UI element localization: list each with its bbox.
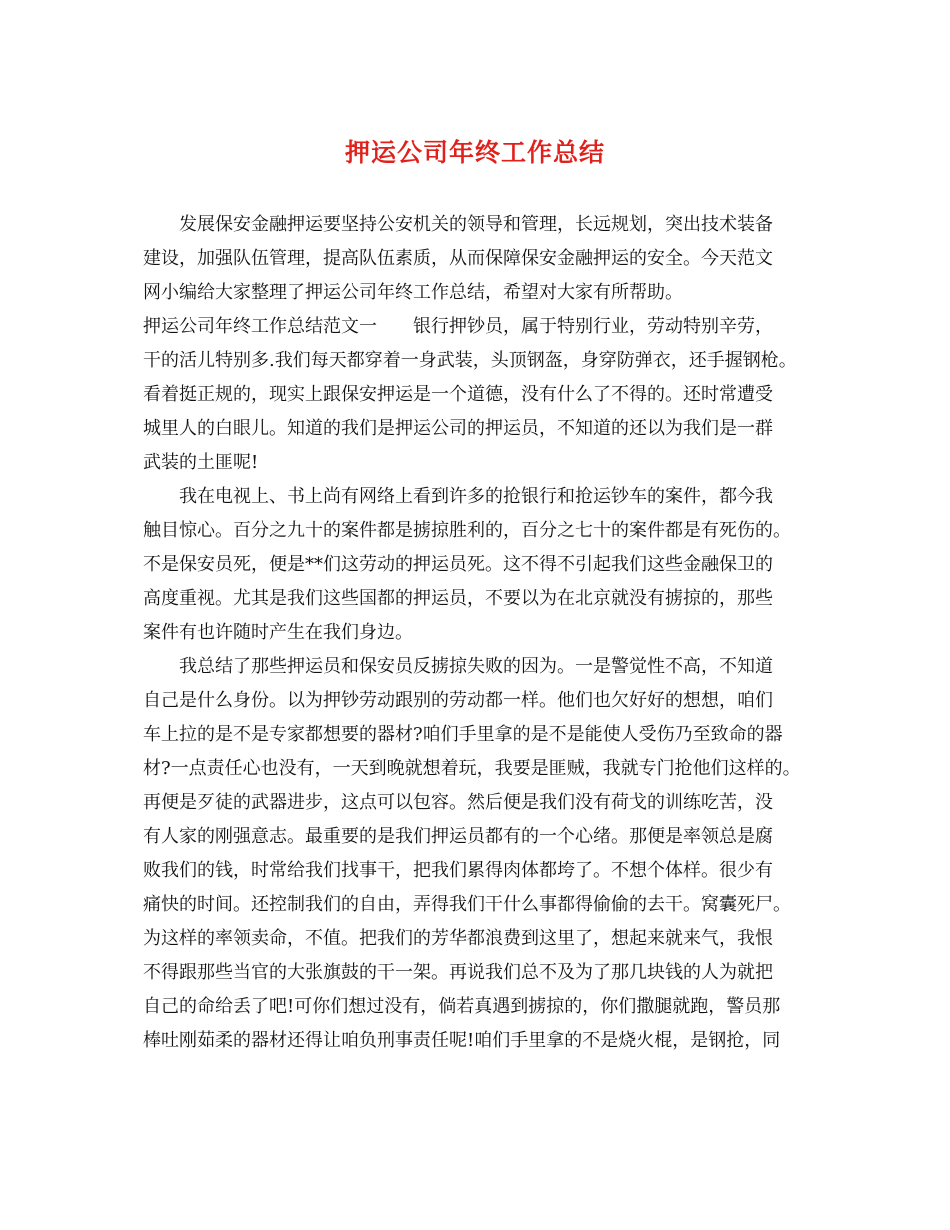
paragraph-line: 城里人的白眼儿。知道的我们是押运公司的押运员，不知道的还以为我们是一群	[143, 418, 773, 439]
paragraph-line: 败我们的钱，时常给我们找事干，把我们累得肉体都垮了。不想个体样。很少有	[143, 860, 773, 881]
paragraph-line: 押运公司年终工作总结范文一 银行押钞员，属于特别行业，劳动特别辛劳，	[143, 316, 773, 337]
paragraph-line: 棒吐刚茹柔的器材还得让咱负刑事责任呢!咱们手里拿的不是烧火棍，是钢抢，同	[143, 1030, 781, 1051]
paragraph-line: 自己是什么身份。以为押钞劳动跟别的劳动都一样。他们也欠好好的想想，咱们	[143, 690, 773, 711]
paragraph-line: 再便是歹徒的武器进步，这点可以包容。然后便是我们没有荷戈的训练吃苦，没	[143, 792, 773, 813]
document-body	[143, 208, 823, 1058]
document-title: 押运公司年终工作总结	[344, 138, 605, 167]
paragraph-line: 痛快的时间。还控制我们的自由，弄得我们干什么事都得偷偷的去干。窝囊死尸。	[143, 894, 791, 915]
paragraph-line: 触目惊心。百分之九十的案件都是掳掠胜利的，百分之七十的案件都是有死伤的。	[143, 520, 791, 541]
paragraph-line: 案件有也许随时产生在我们身边。	[143, 622, 413, 643]
paragraph-line: 高度重视。尤其是我们这些国都的押运员，不要以为在北京就没有掳掠的，那些	[143, 588, 773, 609]
paragraph-line: 不得跟那些当官的大张旗鼓的干一架。再说我们总不及为了那几块钱的人为就把	[143, 962, 773, 983]
paragraph-line: 为这样的率领卖命，不值。把我们的芳华都浪费到这里了，想起来就来气，我恨	[143, 928, 773, 949]
paragraph-line: 网小编给大家整理了押运公司年终工作总结，希望对大家有所帮助。	[143, 282, 683, 303]
paragraph-line: 不是保安员死，便是**们这劳动的押运员死。这不得不引起我们这些金融保卫的	[143, 554, 773, 575]
paragraph-line: 建设，加强队伍管理，提高队伍素质，从而保障保安金融押运的安全。今天范文	[143, 248, 773, 269]
paragraph-line: 我在电视上、书上尚有网络上看到许多的抢银行和抢运钞车的案件，都今我	[179, 486, 773, 507]
paragraph-line: 干的活儿特别多.我们每天都穿着一身武装，头顶钢盔，身穿防弹衣，还手握钢枪。	[143, 350, 797, 371]
paragraph-line: 车上拉的是不是专家都想要的器材?咱们手里拿的是不是能使人受伤乃至致命的器	[143, 724, 783, 745]
paragraph-line: 自己的命给丢了吧!可你们想过没有，倘若真遇到掳掠的，你们撒腿就跑，警员那	[143, 996, 781, 1017]
paragraph-line: 发展保安金融押运要坚持公安机关的领导和管理，长远规划，突出技术装备	[179, 214, 773, 235]
paragraph-line: 材?一点责任心也没有，一天到晚就想着玩，我要是匪贼，我就专门抢他们这样的。	[143, 758, 801, 779]
paragraph-line: 有人家的刚强意志。最重要的是我们押运员都有的一个心绪。那便是率领总是腐	[143, 826, 773, 847]
paragraph-line: 我总结了那些押运员和保安员反掳掠失败的因为。一是警觉性不高，不知道	[179, 656, 773, 677]
paragraph-line: 武装的土匪呢!	[143, 452, 259, 473]
paragraph-line: 看着挺正规的，现实上跟保安押运是一个道德，没有什么了不得的。还时常遭受	[143, 384, 773, 405]
